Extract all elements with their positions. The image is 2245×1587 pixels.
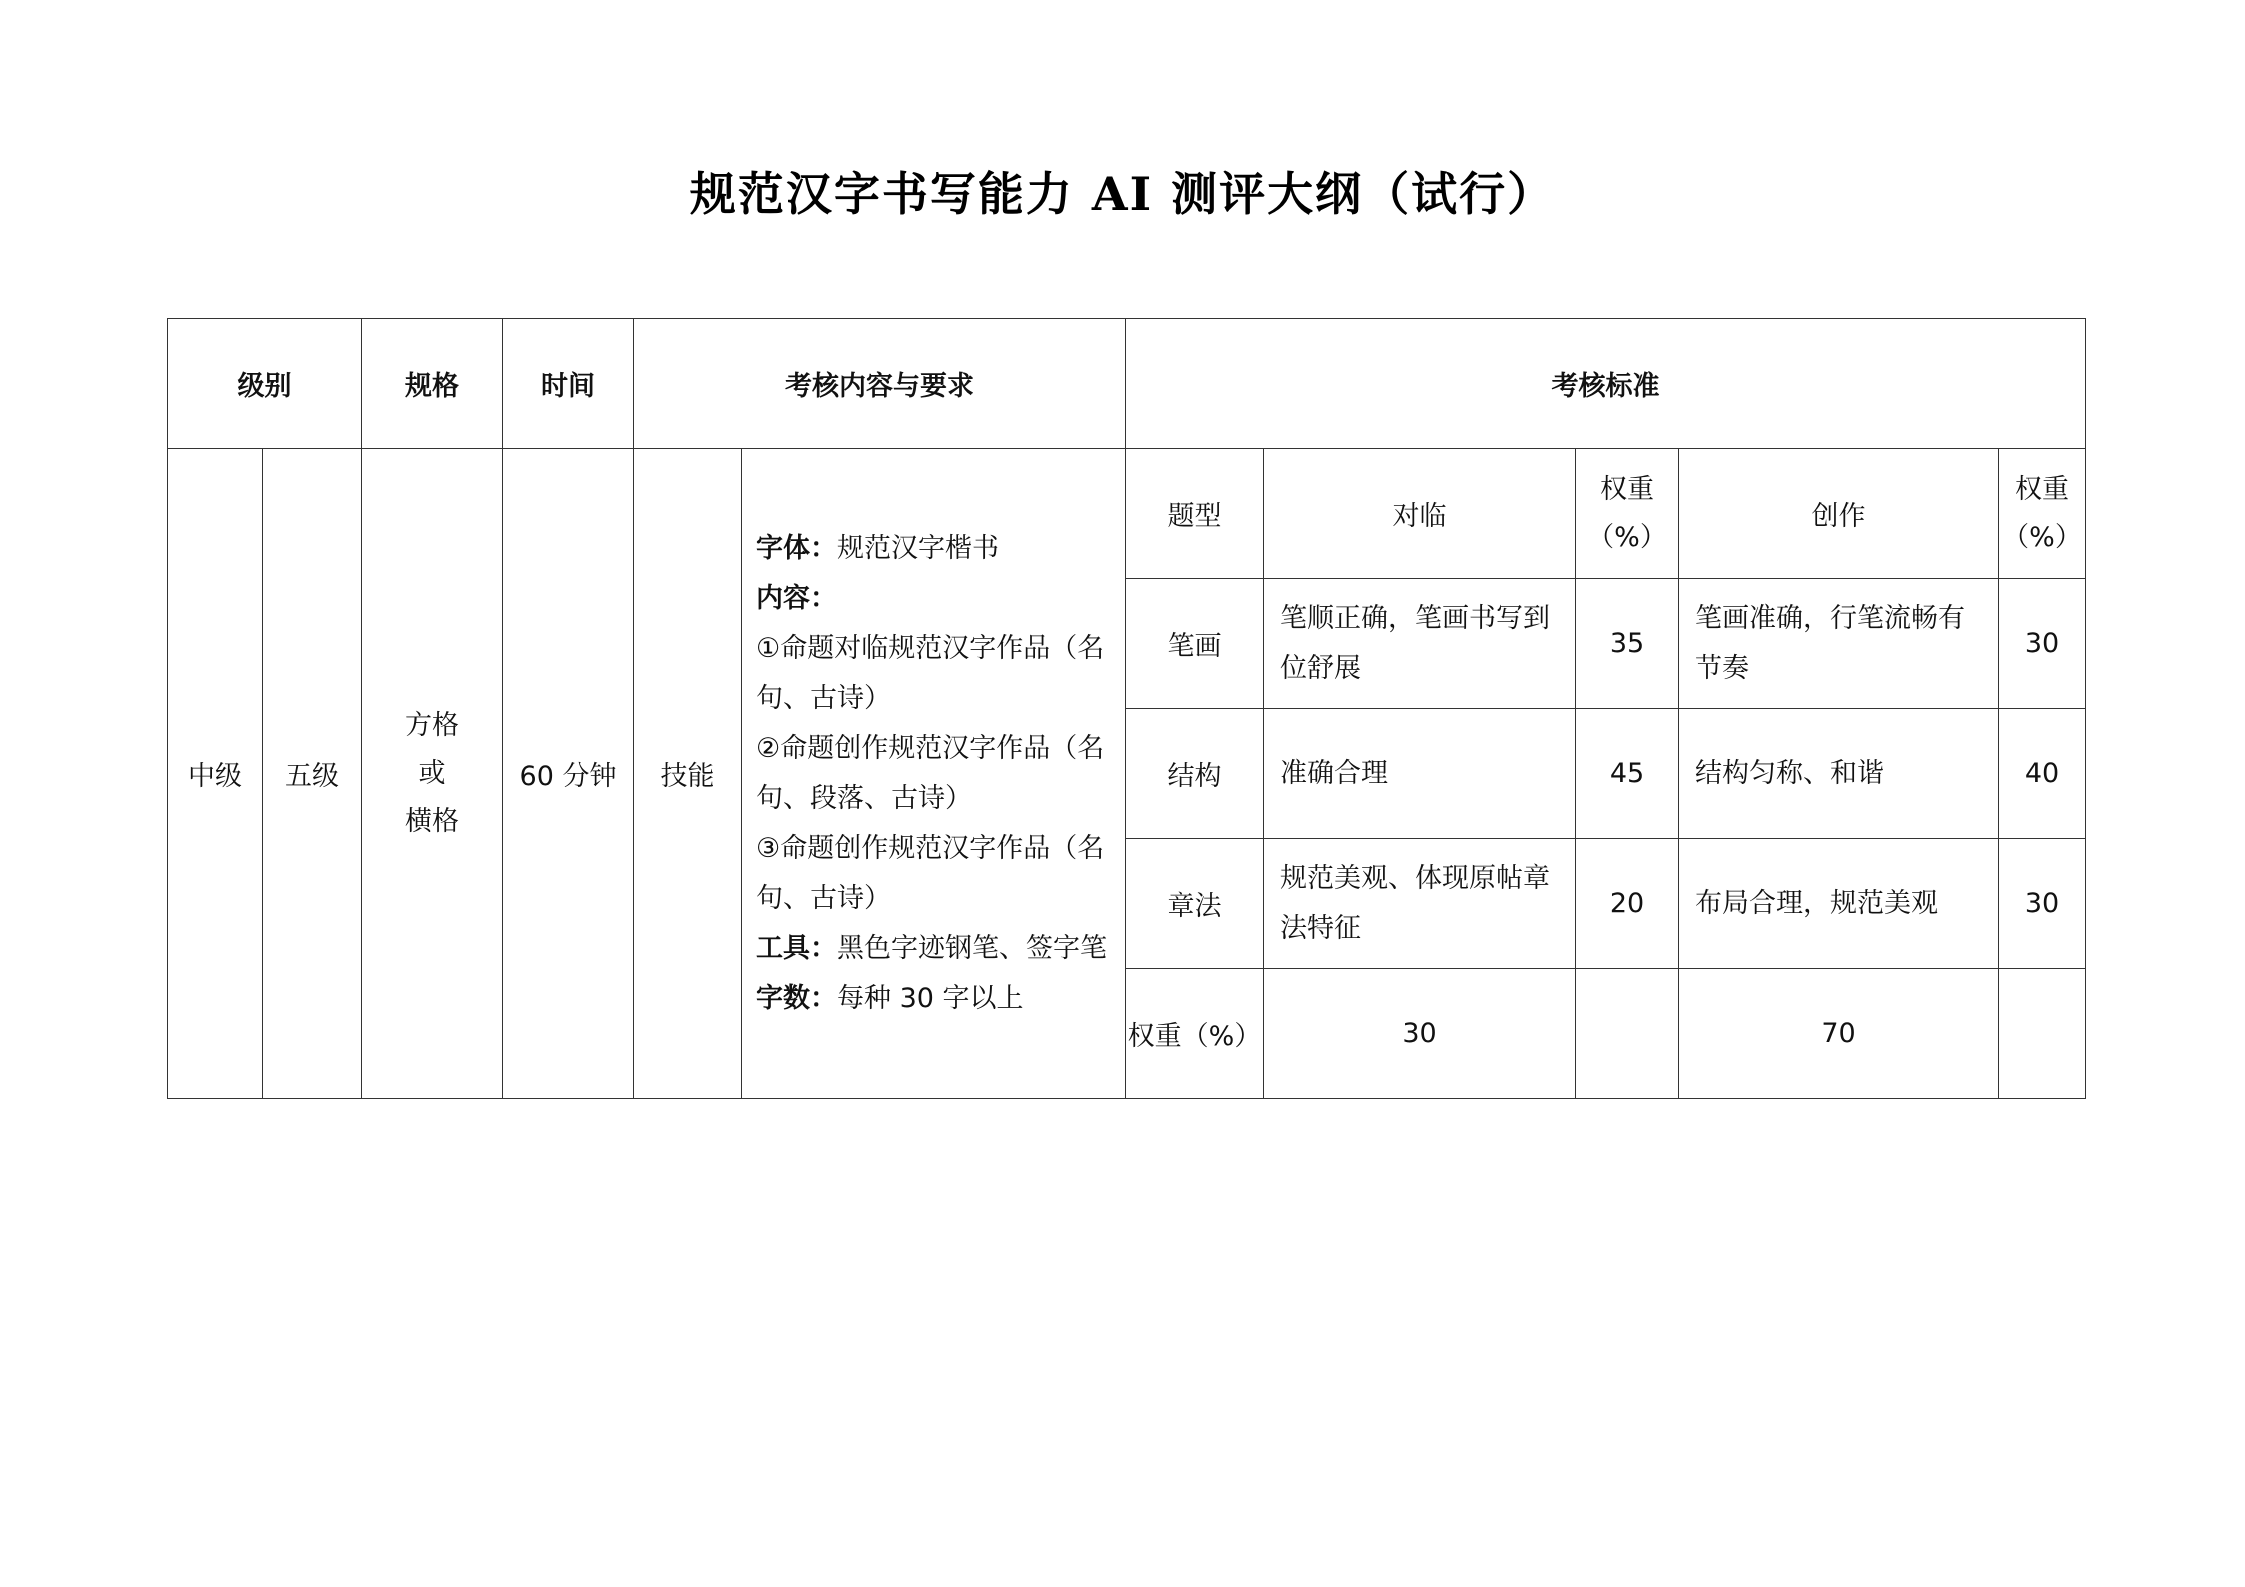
col-copy-header: 对临 <box>1264 449 1576 579</box>
empty-cell <box>1576 969 1679 1099</box>
level-sub: 五级 <box>263 449 362 1099</box>
category-cell: 技能 <box>634 449 742 1099</box>
weight-cell: 30 <box>1999 579 2086 709</box>
tool-line: 工具：黑色字迹钢笔、签字笔 <box>756 932 1107 964</box>
content-item: ②命题创作规范汉字作品（名句、段落、古诗） <box>756 732 1105 814</box>
level-main: 中级 <box>168 449 263 1099</box>
header-spec: 规格 <box>362 319 503 449</box>
header-time: 时间 <box>503 319 634 449</box>
table-row <box>168 449 2086 579</box>
copy-cell: 规范美观、体现原帖章法特征 <box>1264 839 1576 969</box>
header-content: 考核内容与要求 <box>634 319 1126 449</box>
type-cell: 结构 <box>1126 709 1264 839</box>
weight-cell: 45 <box>1576 709 1679 839</box>
col-type-header: 题型 <box>1126 449 1264 579</box>
weight-cell: 40 <box>1999 709 2086 839</box>
total-copy: 30 <box>1264 969 1576 1099</box>
weight-cell: 20 <box>1576 839 1679 969</box>
create-cell: 布局合理，规范美观 <box>1679 839 1999 969</box>
spec-cell <box>362 449 503 1099</box>
spec-line: 横格 <box>405 805 459 837</box>
header-level: 级别 <box>168 319 362 449</box>
header-standard: 考核标准 <box>1126 319 2086 449</box>
spec-line: 方格 <box>405 709 459 741</box>
spec-line: 或 <box>418 757 446 789</box>
col-create-header: 创作 <box>1679 449 1999 579</box>
weight-cell: 35 <box>1576 579 1679 709</box>
page-title: 规范汉字书写能力 AI 测评大纲（试行） <box>689 167 1556 221</box>
content-label: 内容： <box>756 582 837 614</box>
content-item: ①命题对临规范汉字作品（名句、古诗） <box>756 632 1105 714</box>
font-line: 字体：规范汉字楷书 <box>756 532 999 564</box>
create-cell: 笔画准确，行笔流畅有节奏 <box>1679 579 1999 709</box>
empty-cell <box>1999 969 2086 1099</box>
content-requirements <box>742 449 1126 1099</box>
copy-cell: 笔顺正确，笔画书写到位舒展 <box>1264 579 1576 709</box>
col-weight-a-header: 权重 （%） <box>1576 449 1679 579</box>
syllabus-table <box>167 318 2086 1099</box>
create-cell: 结构匀称、和谐 <box>1679 709 1999 839</box>
total-label: 权重（%） <box>1126 969 1264 1099</box>
count-line: 字数：每种 30 字以上 <box>756 982 1024 1014</box>
header-row <box>168 319 2086 449</box>
type-cell: 章法 <box>1126 839 1264 969</box>
time-cell: 60 分钟 <box>503 449 634 1099</box>
weight-cell: 30 <box>1999 839 2086 969</box>
type-cell: 笔画 <box>1126 579 1264 709</box>
content-item: ③命题创作规范汉字作品（名句、古诗） <box>756 832 1105 914</box>
total-create: 70 <box>1679 969 1999 1099</box>
col-weight-b-header: 权重 （%） <box>1999 449 2086 579</box>
copy-cell: 准确合理 <box>1264 709 1576 839</box>
